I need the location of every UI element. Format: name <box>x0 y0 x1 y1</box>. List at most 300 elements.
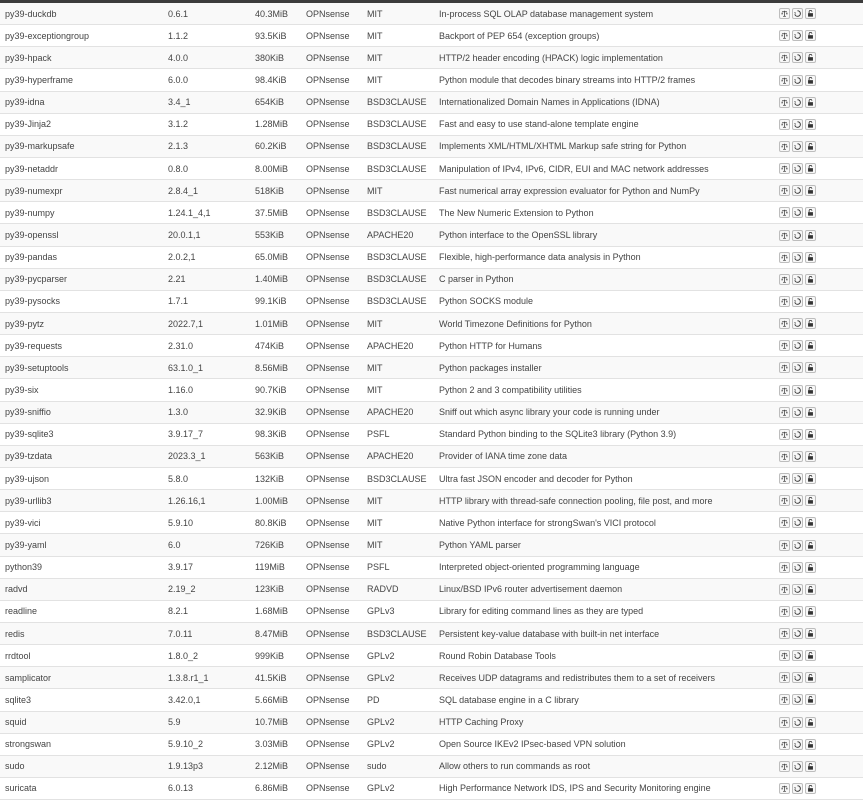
table-row <box>0 667 863 689</box>
row-actions <box>779 312 863 334</box>
row-actions <box>779 25 863 47</box>
pkg-comment: Linux/BSD IPv6 router advertisement daemon <box>439 578 779 600</box>
pkg-name: python39 <box>0 556 168 578</box>
unlock-button[interactable] <box>805 451 816 462</box>
pkg-version: 3.1.2 <box>168 113 255 135</box>
recycle-button[interactable] <box>792 30 803 41</box>
recycle-button[interactable] <box>792 495 803 506</box>
unlock-button[interactable] <box>805 429 816 440</box>
pkg-repository: OPNsense <box>306 180 367 202</box>
row-actions <box>779 69 863 91</box>
unlock-button[interactable] <box>805 296 816 307</box>
balance-scale-button[interactable] <box>779 119 790 130</box>
pkg-version: 1.1.2 <box>168 25 255 47</box>
pkg-repository: OPNsense <box>306 25 367 47</box>
pkg-comment: Flexible, high-performance data analysis in Python <box>439 246 779 268</box>
table-row <box>0 357 863 379</box>
unlock-button[interactable] <box>805 717 816 728</box>
table-row <box>0 578 863 600</box>
pkg-repository: OPNsense <box>306 401 367 423</box>
pkg-name: py39-idna <box>0 91 168 113</box>
balance-scale-button[interactable] <box>779 717 790 728</box>
pkg-comment: Ultra fast JSON encoder and decoder for Python <box>439 467 779 489</box>
row-actions <box>779 224 863 246</box>
row-actions <box>779 755 863 777</box>
recycle-button[interactable] <box>792 717 803 728</box>
row-actions <box>779 401 863 423</box>
recycle-button[interactable] <box>792 628 803 639</box>
pkg-size: 99.1KiB <box>255 290 306 312</box>
pkg-license: BSD3CLAUSE <box>367 268 439 290</box>
pkg-license: MIT <box>367 180 439 202</box>
recycle-button[interactable] <box>792 252 803 263</box>
pkg-size: 90.7KiB <box>255 379 306 401</box>
pkg-size: 563KiB <box>255 445 306 467</box>
balance-scale-button[interactable] <box>779 761 790 772</box>
pkg-comment: HTTP/2 header encoding (HPACK) logic implementation <box>439 47 779 69</box>
pkg-size: 1.01MiB <box>255 312 306 334</box>
unlock-button[interactable] <box>805 761 816 772</box>
table-row <box>0 335 863 357</box>
pkg-version: 3.9.17_7 <box>168 423 255 445</box>
pkg-size: 98.3KiB <box>255 423 306 445</box>
balance-scale-button[interactable] <box>779 30 790 41</box>
unlock-button[interactable] <box>805 119 816 130</box>
row-actions <box>779 645 863 667</box>
balance-scale-button[interactable] <box>779 540 790 551</box>
recycle-button[interactable] <box>792 207 803 218</box>
pkg-repository: OPNsense <box>306 578 367 600</box>
pkg-comment: Python interface to the OpenSSL library <box>439 224 779 246</box>
table-row <box>0 47 863 69</box>
pkg-repository: OPNsense <box>306 445 367 467</box>
package-table <box>0 3 863 800</box>
recycle-button[interactable] <box>792 185 803 196</box>
recycle-button[interactable] <box>792 296 803 307</box>
table-row <box>0 490 863 512</box>
recycle-button[interactable] <box>792 650 803 661</box>
pkg-license: GPLv3 <box>367 600 439 622</box>
pkg-comment: The New Numeric Extension to Python <box>439 202 779 224</box>
table-row <box>0 202 863 224</box>
recycle-button[interactable] <box>792 429 803 440</box>
recycle-button[interactable] <box>792 141 803 152</box>
pkg-comment: Allow others to run commands as root <box>439 755 779 777</box>
unlock-button[interactable] <box>805 385 816 396</box>
unlock-button[interactable] <box>805 562 816 573</box>
unlock-button[interactable] <box>805 52 816 63</box>
pkg-size: 518KiB <box>255 180 306 202</box>
pkg-size: 10.7MiB <box>255 711 306 733</box>
pkg-name: py39-sniffio <box>0 401 168 423</box>
pkg-version: 2.1.3 <box>168 135 255 157</box>
unlock-button[interactable] <box>805 30 816 41</box>
pkg-version: 1.26.16,1 <box>168 490 255 512</box>
unlock-button[interactable] <box>805 141 816 152</box>
pkg-version: 5.9.10_2 <box>168 733 255 755</box>
table-row <box>0 534 863 556</box>
recycle-button[interactable] <box>792 385 803 396</box>
pkg-version: 8.2.1 <box>168 600 255 622</box>
pkg-name: py39-hpack <box>0 47 168 69</box>
balance-scale-button[interactable] <box>779 451 790 462</box>
unlock-button[interactable] <box>805 473 816 484</box>
pkg-version: 1.7.1 <box>168 290 255 312</box>
recycle-button[interactable] <box>792 473 803 484</box>
pkg-comment: High Performance Network IDS, IPS and Security Monitoring engine <box>439 777 779 799</box>
unlock-button[interactable] <box>805 783 816 794</box>
pkg-license: GPLv2 <box>367 667 439 689</box>
pkg-license: BSD3CLAUSE <box>367 246 439 268</box>
pkg-size: 93.5KiB <box>255 25 306 47</box>
pkg-license: MIT <box>367 379 439 401</box>
pkg-version: 1.3.0 <box>168 401 255 423</box>
pkg-name: py39-pycparser <box>0 268 168 290</box>
pkg-name: py39-openssl <box>0 224 168 246</box>
pkg-name: redis <box>0 622 168 644</box>
pkg-repository: OPNsense <box>306 91 367 113</box>
row-actions <box>779 135 863 157</box>
recycle-button[interactable] <box>792 606 803 617</box>
balance-scale-button[interactable] <box>779 52 790 63</box>
pkg-license: BSD3CLAUSE <box>367 622 439 644</box>
recycle-button[interactable] <box>792 672 803 683</box>
table-row <box>0 69 863 91</box>
balance-scale-button[interactable] <box>779 8 790 19</box>
table-row <box>0 157 863 179</box>
unlock-button[interactable] <box>805 340 816 351</box>
row-actions <box>779 534 863 556</box>
recycle-button[interactable] <box>792 318 803 329</box>
pkg-size: 41.5KiB <box>255 667 306 689</box>
pkg-name: py39-sqlite3 <box>0 423 168 445</box>
pkg-name: radvd <box>0 578 168 600</box>
recycle-button[interactable] <box>792 783 803 794</box>
pkg-size: 1.00MiB <box>255 490 306 512</box>
unlock-button[interactable] <box>805 97 816 108</box>
balance-scale-button[interactable] <box>779 141 790 152</box>
unlock-button[interactable] <box>805 362 816 373</box>
pkg-repository: OPNsense <box>306 490 367 512</box>
pkg-license: MIT <box>367 312 439 334</box>
pkg-name: py39-pysocks <box>0 290 168 312</box>
table-row <box>0 224 863 246</box>
balance-scale-button[interactable] <box>779 783 790 794</box>
pkg-name: py39-markupsafe <box>0 135 168 157</box>
row-actions <box>779 379 863 401</box>
pkg-name: py39-tzdata <box>0 445 168 467</box>
recycle-button[interactable] <box>792 562 803 573</box>
pkg-repository: OPNsense <box>306 335 367 357</box>
pkg-comment: Sniff out which async library your code is running under <box>439 401 779 423</box>
table-row <box>0 645 863 667</box>
recycle-button[interactable] <box>792 75 803 86</box>
recycle-button[interactable] <box>792 540 803 551</box>
balance-scale-button[interactable] <box>779 407 790 418</box>
pkg-license: PD <box>367 689 439 711</box>
balance-scale-button[interactable] <box>779 650 790 661</box>
pkg-comment: HTTP Caching Proxy <box>439 711 779 733</box>
pkg-comment: Interpreted object-oriented programming language <box>439 556 779 578</box>
pkg-comment: Standard Python binding to the SQLite3 library (Python 3.9) <box>439 423 779 445</box>
balance-scale-button[interactable] <box>779 562 790 573</box>
row-actions <box>779 47 863 69</box>
row-actions <box>779 689 863 711</box>
table-row <box>0 113 863 135</box>
unlock-button[interactable] <box>805 230 816 241</box>
pkg-comment: World Timezone Definitions for Python <box>439 312 779 334</box>
pkg-license: MIT <box>367 357 439 379</box>
pkg-repository: OPNsense <box>306 357 367 379</box>
pkg-name: squid <box>0 711 168 733</box>
recycle-button[interactable] <box>792 8 803 19</box>
unlock-button[interactable] <box>805 8 816 19</box>
unlock-button[interactable] <box>805 207 816 218</box>
pkg-version: 6.0.13 <box>168 777 255 799</box>
recycle-button[interactable] <box>792 163 803 174</box>
balance-scale-button[interactable] <box>779 185 790 196</box>
pkg-version: 6.0 <box>168 534 255 556</box>
balance-scale-button[interactable] <box>779 362 790 373</box>
table-row <box>0 467 863 489</box>
balance-scale-button[interactable] <box>779 318 790 329</box>
row-actions <box>779 423 863 445</box>
balance-scale-button[interactable] <box>779 163 790 174</box>
unlock-button[interactable] <box>805 495 816 506</box>
pkg-repository: OPNsense <box>306 689 367 711</box>
pkg-comment: Round Robin Database Tools <box>439 645 779 667</box>
pkg-license: APACHE20 <box>367 335 439 357</box>
pkg-name: py39-vici <box>0 512 168 534</box>
row-actions <box>779 113 863 135</box>
row-actions <box>779 490 863 512</box>
table-row <box>0 622 863 644</box>
balance-scale-button[interactable] <box>779 495 790 506</box>
row-actions <box>779 180 863 202</box>
pkg-version: 1.3.8.r1_1 <box>168 667 255 689</box>
pkg-size: 3.03MiB <box>255 733 306 755</box>
pkg-version: 2023.3_1 <box>168 445 255 467</box>
pkg-size: 553KiB <box>255 224 306 246</box>
balance-scale-button[interactable] <box>779 628 790 639</box>
recycle-button[interactable] <box>792 517 803 528</box>
pkg-name: py39-exceptiongroup <box>0 25 168 47</box>
balance-scale-button[interactable] <box>779 429 790 440</box>
row-actions <box>779 600 863 622</box>
pkg-size: 6.86MiB <box>255 777 306 799</box>
unlock-button[interactable] <box>805 274 816 285</box>
unlock-button[interactable] <box>805 584 816 595</box>
recycle-button[interactable] <box>792 451 803 462</box>
balance-scale-button[interactable] <box>779 672 790 683</box>
table-row <box>0 733 863 755</box>
pkg-comment: Internationalized Domain Names in Applications (IDNA) <box>439 91 779 113</box>
pkg-repository: OPNsense <box>306 667 367 689</box>
pkg-size: 999KiB <box>255 645 306 667</box>
pkg-license: RADVD <box>367 578 439 600</box>
table-row <box>0 290 863 312</box>
pkg-size: 5.66MiB <box>255 689 306 711</box>
pkg-size: 380KiB <box>255 47 306 69</box>
pkg-repository: OPNsense <box>306 467 367 489</box>
unlock-button[interactable] <box>805 628 816 639</box>
row-actions <box>779 556 863 578</box>
pkg-repository: OPNsense <box>306 600 367 622</box>
table-row <box>0 312 863 334</box>
pkg-comment: C parser in Python <box>439 268 779 290</box>
pkg-size: 80.8KiB <box>255 512 306 534</box>
pkg-comment: Manipulation of IPv4, IPv6, CIDR, EUI and MAC network addresses <box>439 157 779 179</box>
balance-scale-button[interactable] <box>779 296 790 307</box>
pkg-license: MIT <box>367 69 439 91</box>
row-actions <box>779 202 863 224</box>
balance-scale-button[interactable] <box>779 385 790 396</box>
pkg-name: py39-yaml <box>0 534 168 556</box>
pkg-size: 8.47MiB <box>255 622 306 644</box>
unlock-button[interactable] <box>805 672 816 683</box>
balance-scale-button[interactable] <box>779 694 790 705</box>
pkg-license: MIT <box>367 25 439 47</box>
row-actions <box>779 733 863 755</box>
pkg-size: 8.56MiB <box>255 357 306 379</box>
pkg-license: GPLv2 <box>367 645 439 667</box>
unlock-button[interactable] <box>805 185 816 196</box>
unlock-button[interactable] <box>805 407 816 418</box>
recycle-button[interactable] <box>792 362 803 373</box>
pkg-repository: OPNsense <box>306 246 367 268</box>
pkg-size: 37.5MiB <box>255 202 306 224</box>
pkg-name: samplicator <box>0 667 168 689</box>
pkg-name: py39-numexpr <box>0 180 168 202</box>
pkg-version: 2.8.4_1 <box>168 180 255 202</box>
pkg-size: 474KiB <box>255 335 306 357</box>
table-row <box>0 135 863 157</box>
unlock-button[interactable] <box>805 318 816 329</box>
pkg-version: 63.1.0_1 <box>168 357 255 379</box>
recycle-button[interactable] <box>792 119 803 130</box>
unlock-button[interactable] <box>805 739 816 750</box>
recycle-button[interactable] <box>792 739 803 750</box>
balance-scale-button[interactable] <box>779 584 790 595</box>
pkg-version: 1.24.1_4,1 <box>168 202 255 224</box>
balance-scale-button[interactable] <box>779 606 790 617</box>
balance-scale-button[interactable] <box>779 340 790 351</box>
table-row <box>0 379 863 401</box>
pkg-comment: Backport of PEP 654 (exception groups) <box>439 25 779 47</box>
pkg-comment: Python 2 and 3 compatibility utilities <box>439 379 779 401</box>
pkg-size: 132KiB <box>255 467 306 489</box>
pkg-name: sudo <box>0 755 168 777</box>
balance-scale-button[interactable] <box>779 517 790 528</box>
pkg-repository: OPNsense <box>306 423 367 445</box>
pkg-repository: OPNsense <box>306 69 367 91</box>
pkg-repository: OPNsense <box>306 290 367 312</box>
unlock-button[interactable] <box>805 650 816 661</box>
table-row <box>0 556 863 578</box>
pkg-version: 20.0.1,1 <box>168 224 255 246</box>
row-actions <box>779 467 863 489</box>
recycle-button[interactable] <box>792 694 803 705</box>
balance-scale-button[interactable] <box>779 97 790 108</box>
recycle-button[interactable] <box>792 340 803 351</box>
pkg-size: 2.12MiB <box>255 755 306 777</box>
recycle-button[interactable] <box>792 97 803 108</box>
recycle-button[interactable] <box>792 52 803 63</box>
pkg-version: 5.9.10 <box>168 512 255 534</box>
pkg-version: 0.8.0 <box>168 157 255 179</box>
pkg-license: MIT <box>367 3 439 25</box>
recycle-button[interactable] <box>792 230 803 241</box>
pkg-license: MIT <box>367 512 439 534</box>
row-actions <box>779 335 863 357</box>
pkg-comment: Fast and easy to use stand-alone template engine <box>439 113 779 135</box>
pkg-version: 0.6.1 <box>168 3 255 25</box>
unlock-button[interactable] <box>805 694 816 705</box>
recycle-button[interactable] <box>792 407 803 418</box>
unlock-button[interactable] <box>805 163 816 174</box>
pkg-license: APACHE20 <box>367 224 439 246</box>
pkg-repository: OPNsense <box>306 47 367 69</box>
pkg-repository: OPNsense <box>306 202 367 224</box>
pkg-license: PSFL <box>367 423 439 445</box>
recycle-button[interactable] <box>792 584 803 595</box>
balance-scale-button[interactable] <box>779 252 790 263</box>
pkg-license: BSD3CLAUSE <box>367 202 439 224</box>
pkg-license: BSD3CLAUSE <box>367 91 439 113</box>
pkg-license: GPLv2 <box>367 777 439 799</box>
table-row <box>0 423 863 445</box>
pkg-license: BSD3CLAUSE <box>367 135 439 157</box>
row-actions <box>779 622 863 644</box>
recycle-button[interactable] <box>792 761 803 772</box>
pkg-size: 726KiB <box>255 534 306 556</box>
pkg-comment: Python SOCKS module <box>439 290 779 312</box>
table-row <box>0 401 863 423</box>
pkg-name: py39-six <box>0 379 168 401</box>
pkg-version: 2.0.2,1 <box>168 246 255 268</box>
pkg-repository: OPNsense <box>306 379 367 401</box>
unlock-button[interactable] <box>805 252 816 263</box>
balance-scale-button[interactable] <box>779 75 790 86</box>
pkg-license: BSD3CLAUSE <box>367 113 439 135</box>
pkg-version: 5.9 <box>168 711 255 733</box>
balance-scale-button[interactable] <box>779 274 790 285</box>
balance-scale-button[interactable] <box>779 739 790 750</box>
unlock-button[interactable] <box>805 517 816 528</box>
balance-scale-button[interactable] <box>779 230 790 241</box>
pkg-version: 6.0.0 <box>168 69 255 91</box>
pkg-size: 1.68MiB <box>255 600 306 622</box>
balance-scale-button[interactable] <box>779 207 790 218</box>
pkg-comment: In-process SQL OLAP database management system <box>439 3 779 25</box>
pkg-license: sudo <box>367 755 439 777</box>
unlock-button[interactable] <box>805 540 816 551</box>
pkg-version: 2.21 <box>168 268 255 290</box>
pkg-name: py39-setuptools <box>0 357 168 379</box>
pkg-version: 4.0.0 <box>168 47 255 69</box>
pkg-size: 65.0MiB <box>255 246 306 268</box>
row-actions <box>779 357 863 379</box>
balance-scale-button[interactable] <box>779 473 790 484</box>
package-table-body <box>0 3 863 800</box>
unlock-button[interactable] <box>805 75 816 86</box>
pkg-version: 1.16.0 <box>168 379 255 401</box>
unlock-button[interactable] <box>805 606 816 617</box>
pkg-name: strongswan <box>0 733 168 755</box>
pkg-comment: Open Source IKEv2 IPsec-based VPN solution <box>439 733 779 755</box>
recycle-button[interactable] <box>792 274 803 285</box>
pkg-name: py39-netaddr <box>0 157 168 179</box>
